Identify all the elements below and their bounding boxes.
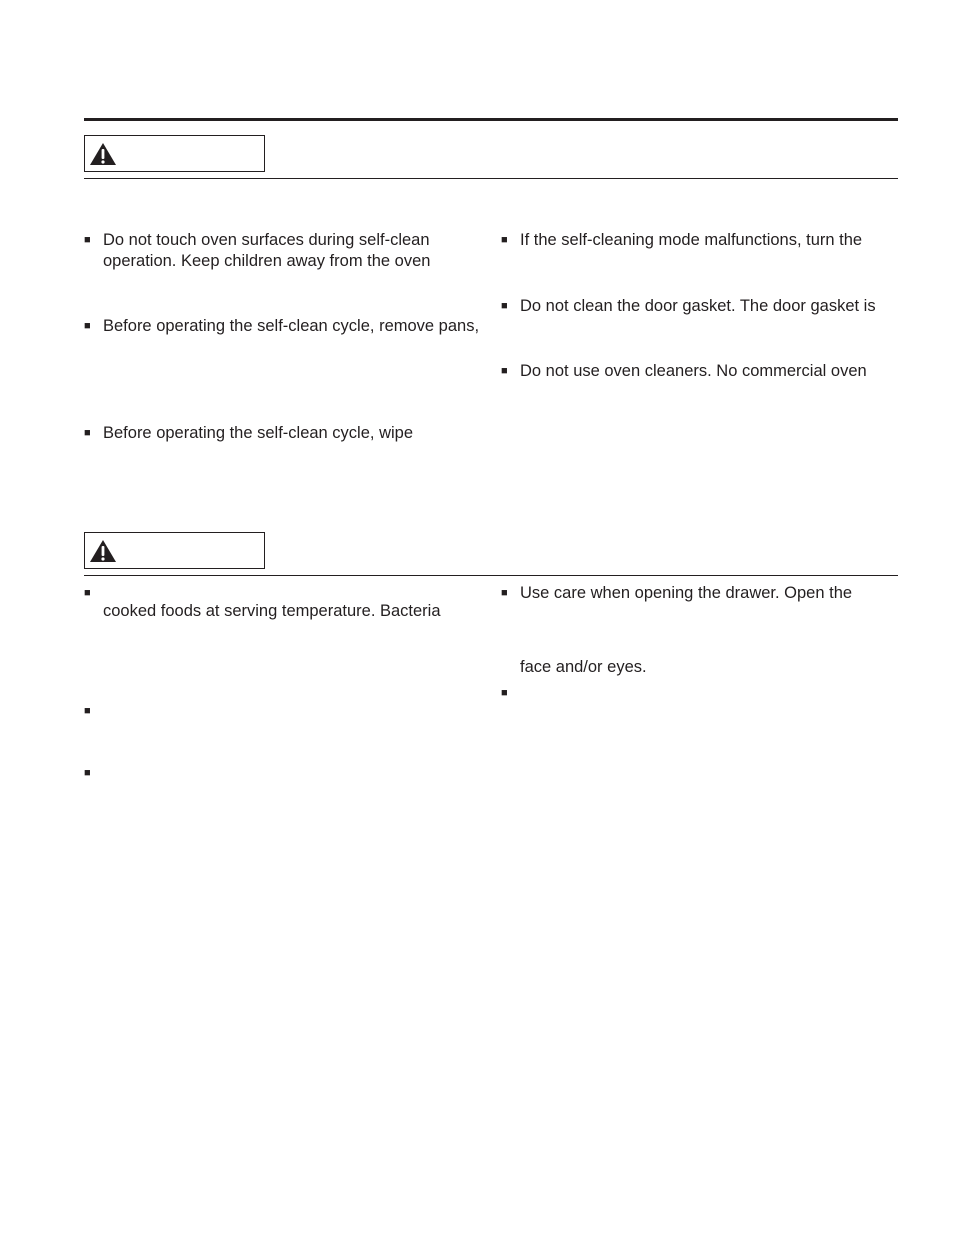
item-text-line: cooked foods at serving temperature. Bacteria	[103, 602, 441, 620]
bullet: ■	[501, 234, 508, 246]
warning-box-self-clean	[84, 135, 265, 172]
bullet: ■	[501, 365, 508, 377]
section-rule	[84, 575, 898, 576]
item-text-line: face and/or eyes.	[520, 658, 647, 676]
bullet: ■	[84, 234, 91, 246]
bullet: ■	[84, 427, 91, 439]
bullet: ■	[84, 705, 91, 717]
section-rule	[84, 178, 898, 179]
item-text-line: Do not touch oven surfaces during self-clean	[103, 231, 430, 249]
item-text-line: Do not clean the door gasket. The door gasket is	[520, 297, 876, 315]
warning-box-drawer	[84, 532, 265, 569]
warning-triangle-icon	[89, 142, 117, 166]
item-text-line: Do not use oven cleaners. No commercial oven	[520, 362, 867, 380]
bullet: ■	[84, 587, 91, 599]
item-text-line: Use care when opening the drawer. Open the	[520, 584, 853, 602]
bullet: ■	[84, 767, 91, 779]
bullet: ■	[501, 587, 508, 599]
item-text-line: Before operating the self-clean cycle, wipe	[103, 424, 414, 442]
warning-triangle-icon	[89, 539, 117, 563]
item-text-line: Before operating the self-clean cycle, remove pans,	[103, 317, 480, 335]
header-rule	[84, 118, 898, 121]
bullet: ■	[501, 687, 508, 699]
bullet: ■	[84, 320, 91, 332]
item-text-line: If the self-cleaning mode malfunctions, turn the	[520, 231, 863, 249]
bullet: ■	[501, 300, 508, 312]
item-text-line: operation. Keep children away from the oven	[103, 252, 431, 270]
